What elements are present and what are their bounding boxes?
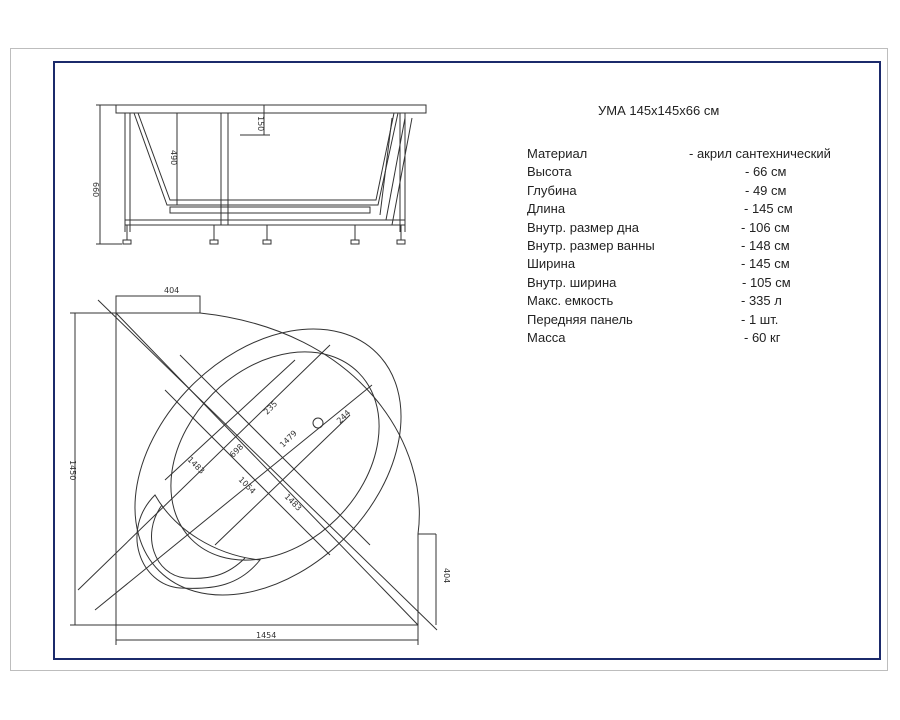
spec-value: - 145 см xyxy=(744,201,793,217)
label-width-1454: 1454 xyxy=(256,631,277,640)
side-view-feet xyxy=(123,225,405,244)
label-d5: 1479 xyxy=(278,428,299,450)
label-top-404: 404 xyxy=(164,286,180,295)
product-title: УМА 145x145x66 см xyxy=(598,103,720,118)
spec-label: Внутр. размер дна xyxy=(527,219,640,235)
top-view xyxy=(70,277,453,648)
side-view-labels xyxy=(91,116,265,197)
label-d7: 1483 xyxy=(282,492,304,513)
spec-label: Масса xyxy=(527,329,566,345)
spec-value: - 105 см xyxy=(742,274,791,290)
spec-value: - 60 кг xyxy=(744,329,781,345)
spec-label: Внутр. размер ванны xyxy=(527,237,655,253)
spec-value: - 106 см xyxy=(741,219,790,235)
spec-label: Макс. емкость xyxy=(527,293,614,309)
spec-label: Материал xyxy=(527,146,588,161)
spec-value: - акрил сантехнический xyxy=(689,146,831,161)
spec-label: Внутр. ширина xyxy=(527,274,617,290)
spec-value: - 1 шт. xyxy=(741,311,779,327)
spec-label: Длина xyxy=(527,201,566,217)
label-d4: 698 xyxy=(228,442,246,460)
label-height-1450: 1450 xyxy=(68,460,77,481)
spec-value: - 145 см xyxy=(741,256,790,272)
spec-label: Передняя панель xyxy=(527,311,633,327)
label-right-404: 404 xyxy=(442,568,451,584)
spec-value: - 335 л xyxy=(741,293,782,309)
drain-icon xyxy=(313,418,323,428)
spec-value: - 66 см xyxy=(745,164,787,180)
label-depth: 490 xyxy=(169,150,178,166)
spec-label: Глубина xyxy=(527,182,577,198)
top-view-inner-bowl xyxy=(129,310,420,601)
spec-value: - 49 см xyxy=(745,182,787,198)
label-d1: 235 xyxy=(262,399,280,417)
label-total-height: 660 xyxy=(91,182,100,198)
side-view-rim xyxy=(116,105,426,113)
top-view-labels xyxy=(68,286,451,640)
top-view-diagonal-main xyxy=(116,313,418,625)
spec-value: - 148 см xyxy=(741,237,790,253)
label-d3: 1483 xyxy=(185,455,207,476)
top-view-seat-lobe xyxy=(137,495,260,588)
spec-label: Высота xyxy=(527,164,572,180)
label-d6: 1054 xyxy=(236,475,258,496)
spec-label: Ширина xyxy=(527,256,576,272)
label-d2: 244 xyxy=(335,408,353,426)
label-rim: 150 xyxy=(256,116,265,132)
